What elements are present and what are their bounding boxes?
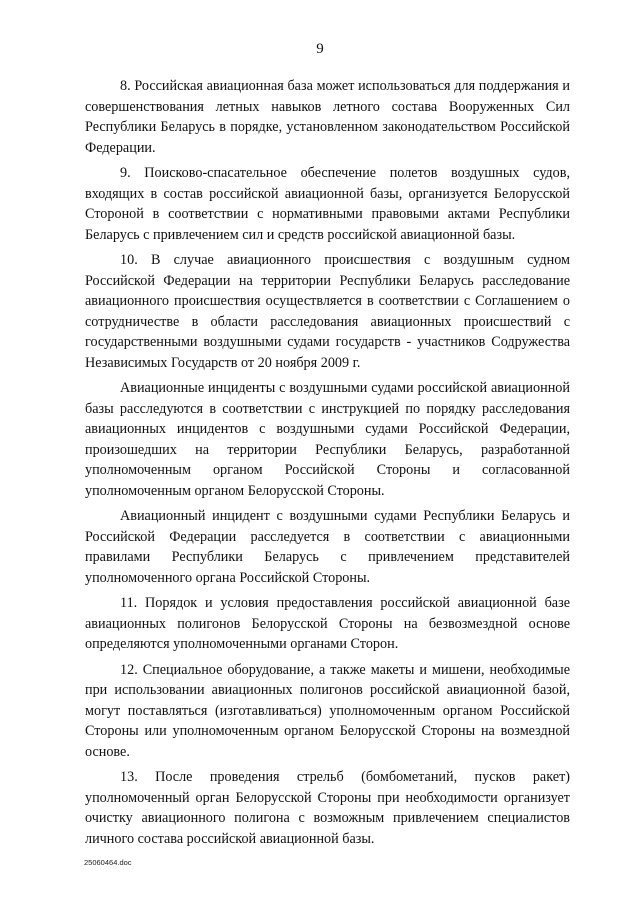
paragraph-9-search-and-rescue: 9. Поисково-спасательное обеспечение полетов воздушных судов, входящих в состав российской авиационной базы, организуется Белорусской Стороной в соответствии с нормативными правовыми актами Республики Беларусь с привлечением сил и средств российской авиационной базы.: [85, 165, 570, 243]
paragraph-8-air-base-training: 8. Российская авиационная база может использоваться для поддержания и совершенствования летных навыков летного состава Вооруженных Сил Республики Беларусь в порядке, установленном законодательством Российской Федерации.: [85, 78, 570, 156]
document-body: [85, 76, 570, 854]
footer-filename: 25060464.doc: [84, 858, 132, 867]
page-number: 9: [316, 41, 324, 57]
paragraph-incidents-russian-aircraft: Авиационные инциденты с воздушными судами российской авиационной базы расследуются в соответствии с инструкцией по порядку расследования авиационных инцидентов с воздушными судами Российской Федерации, произошедших на территории Республики Беларусь, разработанной уполномоченным органом Российской Стороны и согласованной уполномоченным органом Белорусской Стороны.: [85, 380, 570, 499]
paragraph-12-special-equipment: 12. Специальное оборудование, а также макеты и мишени, необходимые при использовании авиационных полигонов российской авиационной базой, могут поставляться (изготавливаться) уполномоченным органом Российской Стороны или уполномоченным органом Белорусской Стороны на возмездной основе.: [85, 661, 570, 760]
paragraph-incidents-joint-aircraft: Авиационный инцидент с воздушными судами Республики Беларусь и Российской Федерации расследуется в соответствии с авиационными правилами Республики Беларусь с привлечением представителей уполномоченного органа Российской Стороны.: [85, 508, 570, 586]
paragraph-11-ranges-provision: 11. Порядок и условия предоставления российской авиационной базе авиационных полигонов Белорусской Стороны на безвозмездной основе определяются уполномоченными органами Сторон.: [85, 595, 570, 652]
paragraph-10-accident-investigation: 10. В случае авиационного происшествия с воздушным судном Российской Федерации на территории Республики Беларусь расследование авиационного происшествия осуществляется в соответствии с Соглашением о сотрудничестве в области расследования авиационных происшествий с государственными воздушными судами государств - участников Содружества Независимых Государств от 20 ноября 2009 г.: [85, 252, 570, 371]
paragraph-13-range-cleanup: 13. После проведения стрельб (бомбометаний, пусков ракет) уполномоченный орган Белорусской Стороны при необходимости организует очистку авиационного полигона с возможным привлечением специалистов личного состава российской авиационной базы.: [85, 769, 570, 847]
